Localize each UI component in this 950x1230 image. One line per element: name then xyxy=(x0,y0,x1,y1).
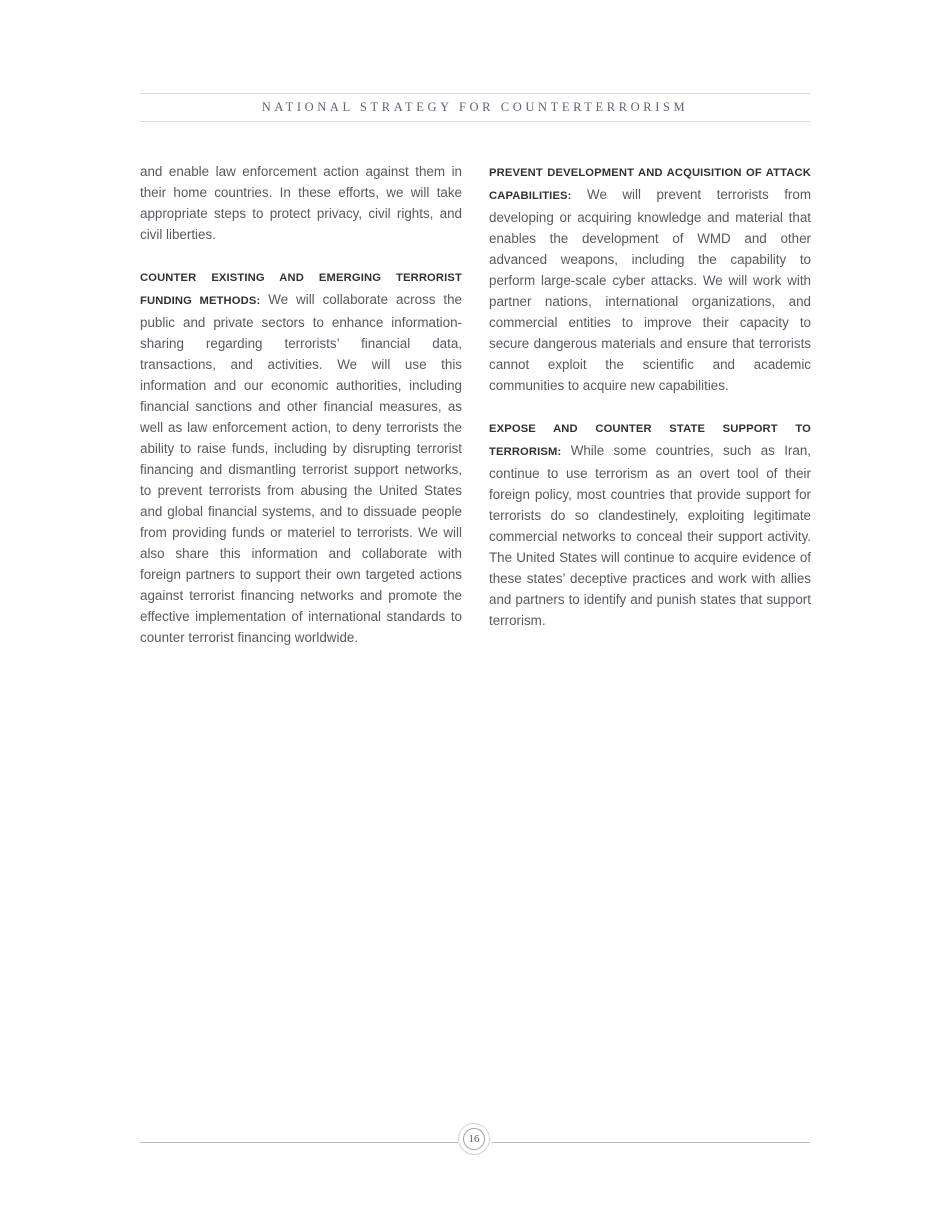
footer-rule-left xyxy=(140,1142,458,1143)
left-paragraph-2 xyxy=(140,266,462,648)
header-title: NATIONAL STRATEGY FOR COUNTERTERRORISM xyxy=(261,100,689,114)
right-column xyxy=(489,161,811,652)
left-paragraph-2-heading: COUNTER EXISTING AND EMERGING TERRORIST FUNDING METHODS: xyxy=(140,272,462,307)
left-column xyxy=(140,161,462,669)
footer-rule-right xyxy=(492,1142,810,1143)
right-paragraph-1 xyxy=(489,161,811,396)
page-number: 16 xyxy=(463,1128,485,1150)
right-paragraph-1-heading: PREVENT DEVELOPMENT AND ACQUISITION OF ATTACK CAPABILITIES: xyxy=(489,167,811,202)
left-paragraph-1: and enable law enforcement action against them in their home countries. In these efforts, we will take appropriate steps to protect privacy, civil rights, and civil liberties. xyxy=(140,164,462,242)
right-paragraph-2 xyxy=(489,417,811,631)
left-paragraph-2-body: We will collaborate across the public and private sectors to enhance information-sharing regarding terrorists’ financial data, transactions, and activities. We will use this information and our economic authorities, including financial sanctions and other financial measures, as well as law enforcement action, to deny terrorists the ability to raise funds, including by disrupting terrorist financing and dismantling terrorist support networks, to prevent terrorists from abusing the United States and global financial systems, and to dissuade people from providing funds or materiel to terrorists. We will also share this information and collaborate with foreign partners to support their own targeted actions against terrorist financing networks and promote the effective implementation of international standards to counter terrorist financing worldwide. xyxy=(140,292,462,645)
running-header xyxy=(140,93,810,122)
right-paragraph-2-body: While some countries, such as Iran, continue to use terrorism as an overt tool of their foreign policy, most countries that provide support for terrorists do so clandestinely, exploiting legitimate commercial networks to conceal their support activity. The United States will continue to acquire evidence of these states’ deceptive practices and work with allies and partners to identify and punish states that support terrorism. xyxy=(489,443,811,628)
right-paragraph-1-body: We will prevent terrorists from developing or acquiring knowledge and material that enables the development of WMD and other advanced weapons, including the capability to perform large-scale cyber attacks. We will work with partner nations, international organizations, and commercial entities to improve their capacity to secure dangerous materials and ensure that terrorists cannot exploit the scientific and academic communities to acquire new capabilities. xyxy=(489,187,811,393)
right-paragraph-2-heading: EXPOSE AND COUNTER STATE SUPPORT TO TERRORISM: xyxy=(489,423,811,458)
